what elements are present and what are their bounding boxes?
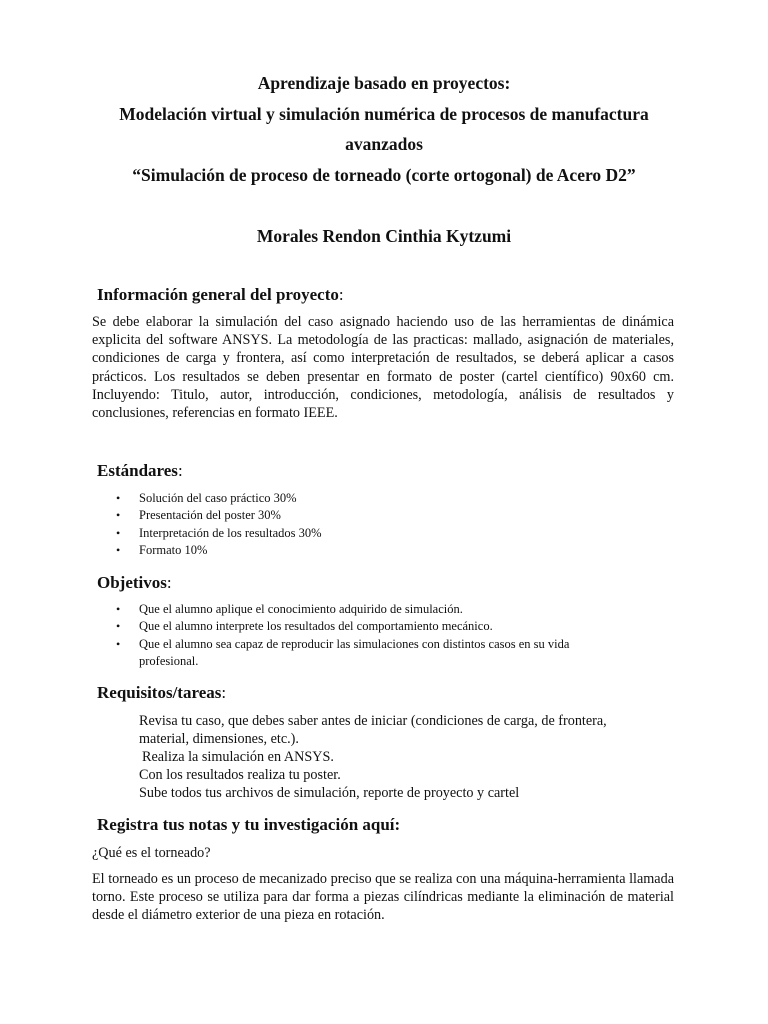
title-line-2: Modelación virtual y simulación numérica de procesos de manufactura (119, 103, 649, 124)
list-item (92, 636, 652, 671)
list-item-text: Que el alumno interprete los resultados del comportamiento mecánico. (139, 619, 493, 634)
bullet-icon: • (116, 525, 121, 540)
requirements-heading-text: Requisitos/tareas (97, 683, 222, 702)
info-heading (97, 284, 344, 306)
list-item (92, 525, 652, 542)
bullet-icon: • (116, 508, 121, 523)
objectives-heading (97, 572, 172, 594)
title-line-4: “Simulación de proceso de torneado (corte ortogonal) de Acero D2” (132, 164, 636, 185)
list-item (92, 507, 652, 524)
list-item (92, 542, 652, 559)
objectives-list (92, 601, 652, 671)
standards-heading-colon: : (177, 461, 183, 480)
author-name: Morales Rendon Cinthia Kytzumi (256, 226, 512, 246)
info-heading-text: Información general del proyecto (97, 285, 339, 304)
standards-heading (97, 460, 183, 482)
bullet-icon: • (116, 636, 121, 651)
list-item-text: Que el alumno aplique el conocimiento adquirido de simulación. (139, 602, 463, 616)
list-item-text: Presentación del poster 30% (139, 508, 281, 523)
objectives-heading-text: Objetivos (97, 573, 167, 592)
bullet-icon: • (116, 543, 121, 558)
list-item-text: Solución del caso práctico 30% (139, 491, 297, 505)
task-item: Sube todos tus archivos de simulación, reporte de proyecto y cartel (139, 785, 520, 801)
bullet-icon: • (116, 602, 121, 616)
bullet-icon: • (116, 619, 121, 634)
notes-answer: El torneado es un proceso de mecanizado preciso que se realiza con una máquina-herramienta llamada torno. Este proceso se utiliza para dar forma a piezas cilíndricas mediante la eliminación de material desde el diámetro exterior de una pieza en rotación. (92, 871, 674, 924)
list-item (92, 490, 652, 507)
list-item-text: Interpretación de los resultados 30% (139, 525, 322, 540)
standards-heading-text: Estándares (97, 461, 178, 480)
task-item: Realiza la simulación en ANSYS. (142, 749, 334, 765)
standards-list (92, 490, 652, 560)
document-title (60, 68, 708, 190)
list-item (92, 601, 652, 618)
requirements-list (139, 712, 679, 802)
notes-question: ¿Qué es el torneado? (92, 845, 211, 861)
info-heading-colon: : (338, 285, 344, 304)
task-item: Revisa tu caso, que debes saber antes de iniciar (condiciones de carga, de frontera, material, dimensiones, etc.). (139, 713, 607, 747)
list-item-text: Que el alumno sea capaz de reproducir las simulaciones con distintos casos en su vida profesional. (139, 636, 570, 669)
title-line-1: Aprendizaje basado en proyectos: (257, 73, 511, 93)
notes-heading: Registra tus notas y tu investigación aquí: (97, 815, 401, 834)
bullet-icon: • (116, 491, 121, 505)
list-item (92, 618, 652, 635)
title-line-3: avanzados (345, 134, 423, 154)
info-paragraph: Se debe elaborar la simulación del caso asignado haciendo uso de las herramientas de dinámica explicita del software ANSYS. La metodología de las practicas: mallado, asignación de materiales, condiciones de carga y frontera, así como interpretación de resultados, se deberá aplicar a casos prácticos. Los resultados se deben presentar en formato de poster (cartel científico) 90x60 cm. Incluyendo: Titulo, autor, introducción, condiciones, metodología, análisis de resultados y conclusiones, referencias en formato IEEE. (92, 314, 674, 422)
task-item: Con los resultados realiza tu poster. (139, 767, 341, 783)
requirements-heading-colon: : (221, 683, 227, 702)
requirements-heading (97, 682, 226, 704)
list-item-text: Formato 10% (139, 543, 208, 558)
objectives-heading-colon: : (166, 573, 172, 592)
